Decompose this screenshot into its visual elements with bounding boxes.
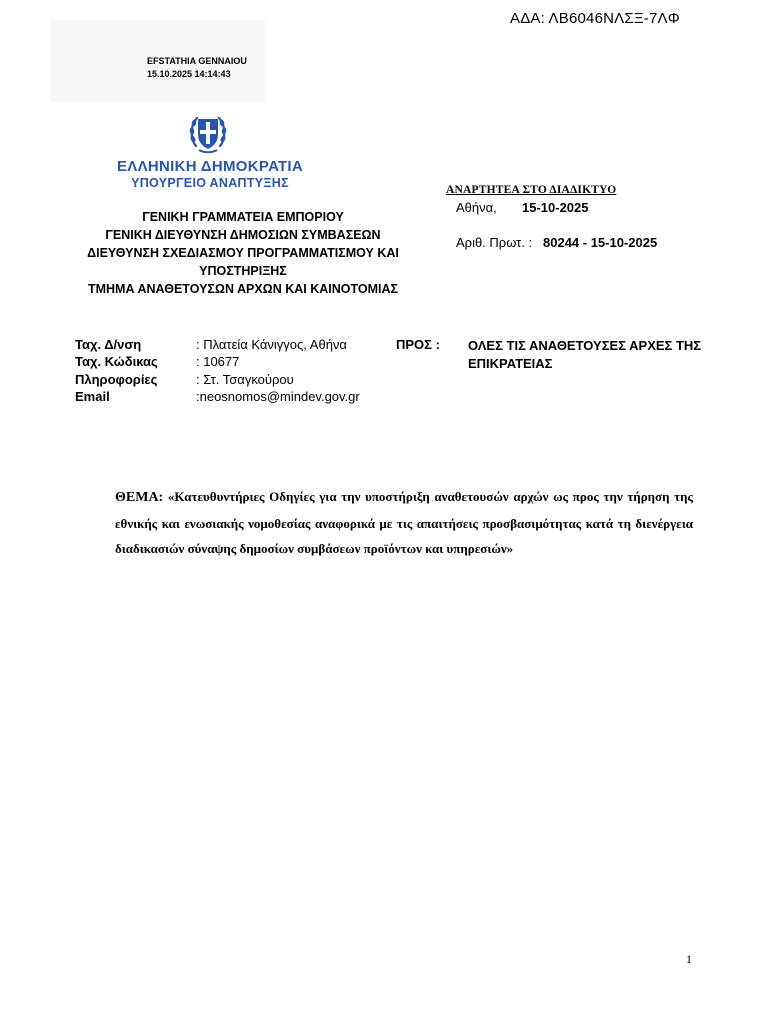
subject-text: «Κατευθυντήριες Οδηγίες για την υποστήριξη αναθετουσών αρχών ως προς την τήρηση της εθνικής και ενωσιακής νομοθεσίας αναφορικά με τις απαιτήσεις προσβασιμότητας κατά τη διενέργεια διαδικασιών σύναψης δημοσίων συμβάσεων προϊόντων και υπηρεσιών» (115, 489, 693, 556)
ada-code: ΑΔΑ: ΛΒ6046ΝΛΣΞ-7ΛΦ (510, 10, 680, 27)
address-label: Ταχ. Δ/νση (75, 337, 142, 352)
department-line: ΓΕΝΙΚΗ ΔΙΕΥΘΥΝΣΗ ΔΗΜΟΣΙΩΝ ΣΥΜΒΑΣΕΩΝ (105, 228, 381, 242)
department-line: ΤΜΗΜΑ ΑΝΑΘΕΤΟΥΣΩΝ ΑΡΧΩΝ ΚΑΙ ΚΑΙΝΟΤΟΜΙΑΣ (87, 282, 399, 296)
protocol-label: Αριθ. Πρωτ. : (456, 235, 533, 250)
republic-name: ΕΛΛΗΝΙΚΗ ΔΗΜΟΚΡΑΤΙΑ (116, 158, 304, 175)
city: Αθήνα, (456, 200, 497, 215)
subject-label: ΘΕΜΑ: (115, 490, 164, 505)
postcode-label: Ταχ. Κώδικας (75, 354, 158, 369)
ministry-name: ΥΠΟΥΡΓΕΙΟ ΑΝΑΠΤΥΞΗΣ (131, 176, 289, 190)
department-line: ΓΕΝΙΚΗ ΓΡΑΜΜΑΤΕΙΑ ΕΜΠΟΡΙΟΥ (142, 210, 344, 224)
info-label: Πληροφορίες (75, 372, 158, 387)
info-value: : Στ. Τσαγκούρου (196, 372, 294, 387)
document-date: 15-10-2025 (522, 200, 589, 215)
page-number: 1 (686, 952, 692, 966)
postcode-value: : 10677 (196, 354, 240, 369)
protocol-number: 80244 - 15-10-2025 (543, 235, 658, 250)
department-line: ΔΙΕΥΘΥΝΣΗ ΣΧΕΔΙΑΣΜΟΥ ΠΡΟΓΡΑΜΜΑΤΙΣΜΟΥ ΚΑΙ (87, 246, 399, 260)
address-value: : Πλατεία Κάνιγγος, Αθήνα (196, 337, 347, 352)
recipient-value: ΟΛΕΣ ΤΙΣ ΑΝΑΘΕΤΟΥΣΕΣ ΑΡΧΕΣ ΤΗΣ ΕΠΙΚΡΑΤΕΙΑΣ (468, 338, 702, 371)
posting-note: ΑΝΑΡΤΗΤΕΑ ΣΤΟ ΔΙΑΔΙΚΤΥΟ (446, 184, 617, 196)
greek-coat-of-arms-icon (187, 112, 229, 156)
signature-datetime: 15.10.2025 14:14:43 (147, 69, 231, 79)
email-value: :neosnomos@mindev.gov.gr (196, 389, 360, 404)
recipient-label: ΠΡΟΣ : (396, 337, 440, 352)
subject-paragraph (115, 484, 693, 562)
signature-name: EFSTATHIA GENNAIOU (147, 56, 247, 66)
email-label: Email (75, 389, 110, 404)
department-line: ΥΠΟΣΤΗΡΙΞΗΣ (199, 264, 287, 278)
